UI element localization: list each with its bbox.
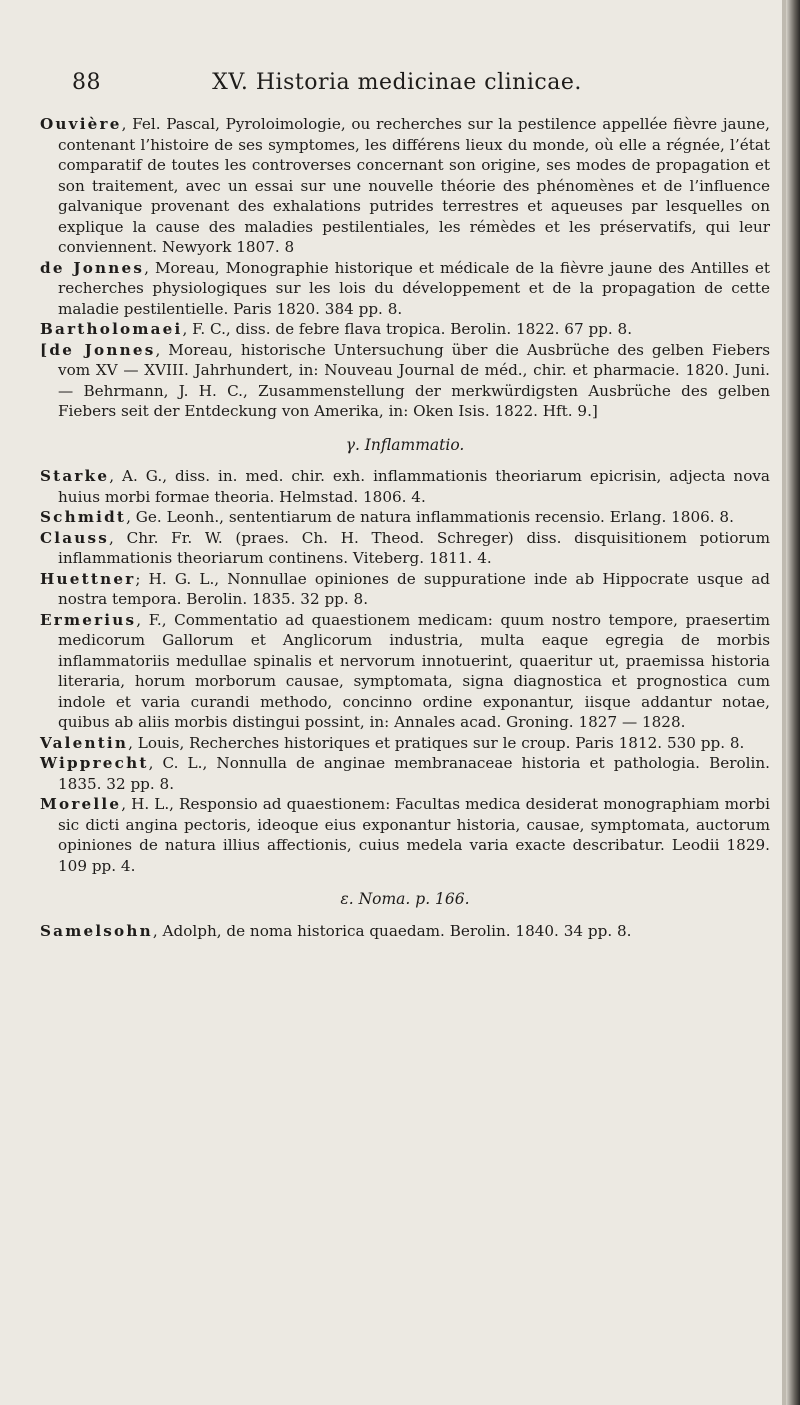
bibliography-entry <box>40 114 770 258</box>
entry-text: , Adolph, de noma historica quaedam. Berolin. 1840. 34 pp. 8. <box>152 921 632 940</box>
bibliography-entry <box>40 794 770 876</box>
entry-author: Wipprecht <box>40 754 149 772</box>
entry-author: Schmidt <box>40 508 127 526</box>
section-heading-noma: ε. Noma. p. 166. <box>340 890 470 908</box>
entry-author: Huettner <box>40 569 136 588</box>
bibliography-entry <box>40 733 770 754</box>
entry-text: , Moreau, historische Untersuchung über die Ausbrüche des gelben Fiebers vom XV — XVIII. Jahrhundert, in: Nouveau Journal de méd., chir. et pharmacie. 1820. Juni. — Behrmann, J. H. C., Zusammenstellung der merkwürdigsten Ausbrüche des gelben Fiebers seit der Entdeckung von Amerika, in: Oken Isis. 1822. Hft. 9.] <box>58 340 770 420</box>
page-number: 88 <box>72 70 101 95</box>
entry-text: , Moreau, Monographie historique et médicale de la fièvre jaune des Antilles et recherches physiologiques sur les lois du développement et de la propagation de cette maladie pestilentielle. Paris 1820. 384 pp. 8. <box>58 258 770 318</box>
book-binding-edge <box>786 0 800 1405</box>
bibliography-entry <box>40 569 770 610</box>
section-heading-inflammatio: γ. Inflammatio. <box>345 435 465 454</box>
entry-text: ; H. G. L., Nonnullae opiniones de suppuratione inde ab Hippocrate usque ad nostra tempora. Berolin. 1835. 32 pp. 8. <box>58 569 770 608</box>
page-content <box>40 114 770 941</box>
entry-text: , Louis, Recherches historiques et pratiques sur le croup. Paris 1812. 530 pp. 8. <box>128 733 745 752</box>
running-title: XV. Historia medicinae clinicae. <box>212 70 582 95</box>
bibliography-entry <box>40 753 770 794</box>
entries-yellow-fever <box>40 114 770 422</box>
entry-text: , H. L., Responsio ad quaestionem: Facultas medica desiderat monographiam morbi sic dicti angina pectoris, ideoque eius exponantur historia, causae, symptomata, auctorum opiniones de natura illius affectionis, cuius medela varia exacte describatur. Leodii 1829. 109 pp. 4. <box>58 795 770 875</box>
entries-inflammatio <box>40 466 770 876</box>
entry-text: , Ge. Leonh., sententiarum de natura inflammationis recensio. Erlang. 1806. 8. <box>126 508 734 526</box>
entries-noma <box>40 921 770 942</box>
entry-text: , F. C., diss. de febre flava tropica. Berolin. 1822. 67 pp. 8. <box>182 320 633 338</box>
entry-author: [de Jonnes <box>40 340 156 359</box>
entry-author: Clauss <box>40 528 110 547</box>
page-header <box>72 70 722 106</box>
entry-author: Samelsohn <box>40 921 153 940</box>
entry-text: , F., Commentatio ad quaestionem medicam: quum nostro tempore, praesertim medicorum Gallorum et Anglicorum industria, multa eaque egregia de morbis inflammatoriis medullae spinalis et nervorum innotuerint, quaeritur ut, praemissa historia literaria, horum morborum causae, symptomata, signa diagnostica et prognostica cum indole et varia curandi methodo, concinno ordine exponantur, iisque addantur notae, quibus ab aliis morbis distingui possint, in: Annales acad. Groning. 1827 — 1828. <box>58 610 770 731</box>
bibliography-entry <box>40 319 770 340</box>
entry-author: Ermerius <box>40 610 137 629</box>
entry-author: Ouvière <box>40 115 122 133</box>
entry-author: Starke <box>40 467 110 485</box>
bibliography-entry <box>40 610 770 733</box>
bibliography-entry <box>40 528 770 569</box>
bibliography-entry <box>40 340 770 422</box>
bibliography-entry <box>40 507 770 528</box>
entry-author: de Jonnes <box>40 258 145 277</box>
entry-author: Valentin <box>40 733 129 752</box>
entry-text: , Chr. Fr. W. (praes. Ch. H. Theod. Schreger) diss. disquisitionem potiorum inflammationis theoriarum continens. Viteberg. 1811. 4. <box>58 528 770 567</box>
entry-text: , C. L., Nonnulla de anginae membranaceae historia et pathologia. Berolin. 1835. 32 pp. 8. <box>58 754 770 793</box>
entry-text: , Fel. Pascal, Pyroloimologie, ou recherches sur la pestilence appellée fièvre jaune, contenant l’histoire de ses symptomes, les différens lieux du monde, où elle a régnée, l’état comparatif de toutes les controverses concernant son origine, ses modes de propagation et son traitement, avec un essai sur une nouvelle théorie des phénomènes et de l’influence galvanique provenant des exhalations putrides terrestres et aqueuses par lesquelles on explique la cause des maladies pestilentiales, les rémèdes et les préservatifs, qui leur conviennent. Newyork 1807. 8 <box>58 115 770 256</box>
entry-author: Morelle <box>40 795 122 813</box>
entry-author: Bartholomaei <box>40 320 183 338</box>
bibliography-entry <box>40 921 770 942</box>
entry-text: , A. G., diss. in. med. chir. exh. inflammationis theoriarum epicrisin, adjecta nova huius morbi formae theoria. Helmstad. 1806. 4. <box>58 467 770 506</box>
bibliography-entry <box>40 258 770 320</box>
bibliography-entry <box>40 466 770 507</box>
